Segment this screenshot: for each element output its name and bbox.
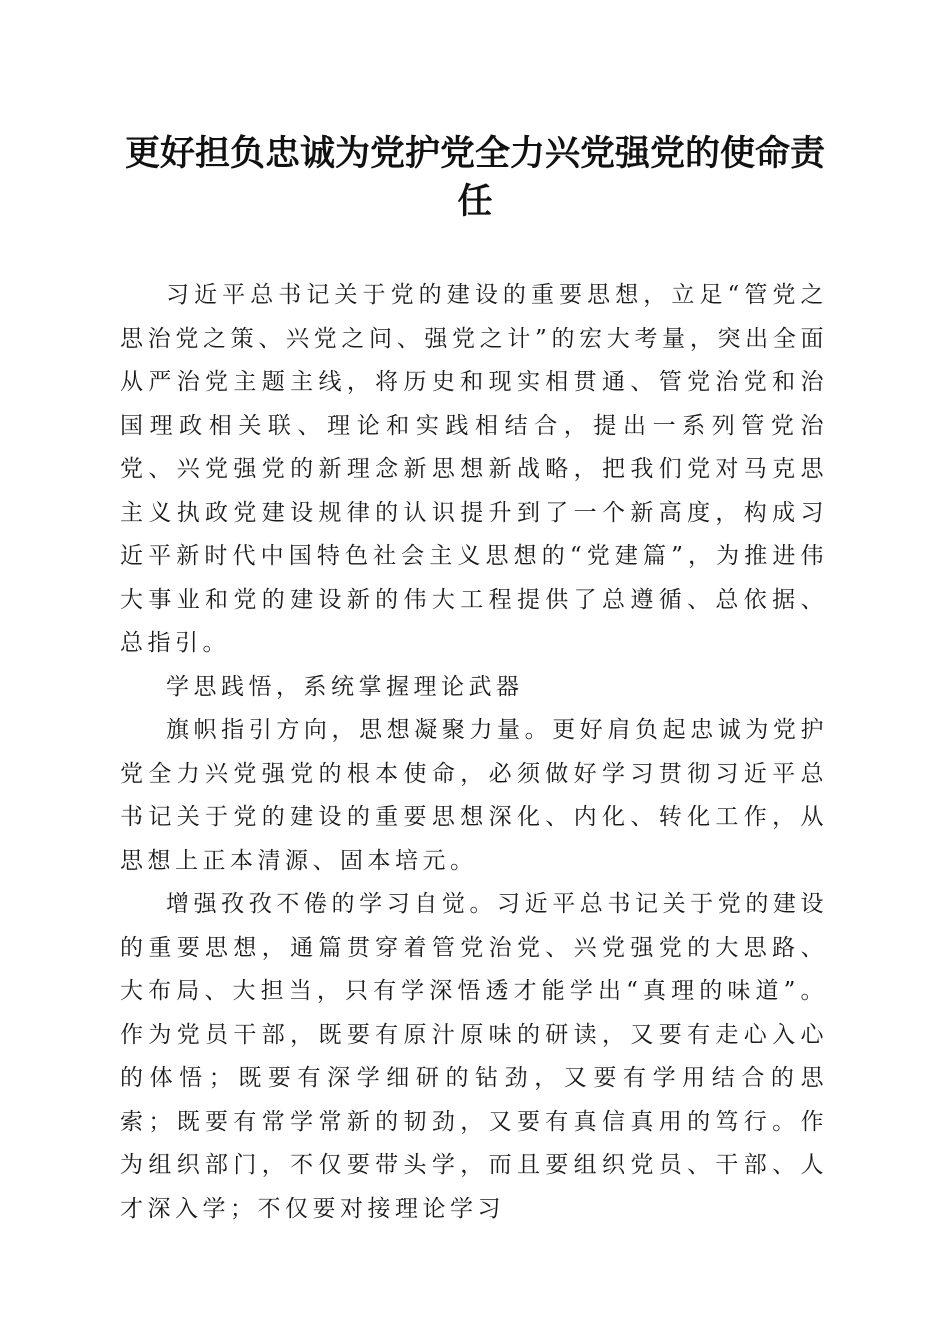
section-heading: 学思践悟，系统掌握理论武器 [166,673,524,700]
paragraph-intro: 习近平总书记关于党的建设的重要思想，立足“管党之思治党之策、兴党之问、强党之计”的宏大考量，突出全面从严治党主题主线，将历史和现实相贯通、管党治党和治国理政相关联、理论和实践相结合，提出一系列管党治党、兴党强党的新理念新思想新战略，把我们党对马克思主义执政党建设规律的认识提升到了一个新高度，构成习近平新时代中国特色社会主义思想的“党建篇”，为推进伟大事业和党的建设新的伟大工程提供了总遵循、总依据、总指引。 [120,282,828,656]
paragraph-study: 增强孜孜不倦的学习自觉。习近平总书记关于党的建设的重要思想，通篇贯穿着管党治党、兴党强党的大思路、大布局、大担当，只有学深悟透才能学出“真理的味道”。作为党员干部，既要有原汁原味的研读，又要有走心入心的体悟；既要有深学细研的钻劲，又要有学用结合的思索；既要有常学常新的韧劲，又要有真信真用的笃行。作为组织部门，不仅要带头学，而且要组织党员、干部、人才深入学；不仅要对接理论学习 [120,891,828,1222]
document-title: 更好担负忠诚为党护党全力兴党强党的使命责任 [124,133,825,222]
paragraph-banner: 旗帜指引方向，思想凝聚力量。更好肩负起忠诚为党护党全力兴党强党的根本使命，必须做好学习贯彻习近平总书记关于党的建设的重要思想深化、内化、转化工作，从思想上正本清源、固本培元。 [120,717,828,874]
document-body [120,274,828,1231]
